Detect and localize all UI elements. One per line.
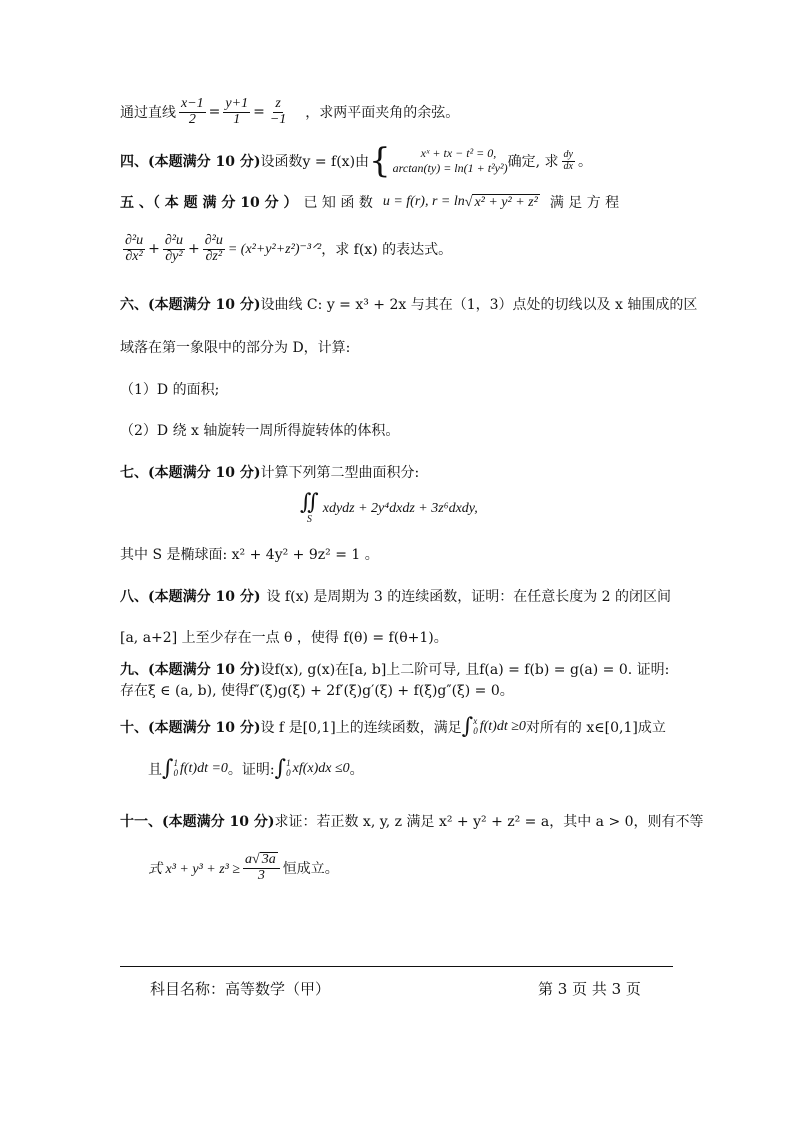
q9-text-b: 存在ξ ∈ (a, b), 使得f″(ξ)g(ξ) + 2f′(ξ)g′(ξ) + f(ξ)g″(ξ) = 0。 (120, 683, 514, 699)
q11-line-2 (148, 852, 339, 883)
double-integral-icon: ∬ (300, 490, 319, 515)
q7-heading: 七、(本题满分 10 分) (120, 465, 261, 481)
integral-icon: ∫ (162, 756, 174, 781)
radical-icon: √ (464, 194, 473, 210)
fraction-y: $\frac{y+1}{1}$ (225, 96, 249, 127)
question-11 (120, 811, 704, 831)
q9-heading: 九、(本题满分 10 分) (120, 662, 261, 678)
q5-sqrt: √ x² + y² + z² (464, 194, 538, 210)
q5-text-a: 已 知 函 数 (303, 195, 373, 211)
q5-heading: 五 、（ 本 题 满 分 10 分 ） (120, 195, 298, 211)
q4-heading: 四、(本题满分 10 分) (120, 154, 261, 170)
partial-zz: $\frac{\text{∂²u}}{\text{∂z²}}$ (204, 233, 223, 264)
left-brace-icon: { (369, 141, 391, 181)
line1-prefix: 通过直线 (120, 105, 176, 122)
q8-text-a: 设 f(x) 是周期为 3 的连续函数，证明：在任意长度为 2 的闭区间 (266, 589, 671, 605)
q10-integral-1: f(t)dt ≥0 (479, 719, 526, 734)
q4-system-eq2: arctan(ty) = ln(1 + t²y²) (392, 161, 508, 175)
q11-fraction: a √ 3a 3 (243, 852, 280, 883)
q11-text-a: 求证：若正数 x, y, z 满足 x² + y² + z² = a，其中 a > 0，则有不等 (274, 814, 704, 830)
question-7 (120, 462, 419, 482)
q11-heading: 十一、(本题满分 10 分) (120, 814, 275, 830)
q5-text-b: 满 足 方 程 (549, 195, 620, 211)
line1-suffix: ，求两平面夹角的余弦。 (305, 105, 460, 122)
q11-text-b: 式 x³ + y³ + z³ ≥ (148, 861, 241, 877)
question-10: 十、(本题满分 10 分) 设 f 是[0,1]上的连续函数，满足 ∫ x 0 f(t)dt ≥0 对所有的 x∈[0,1]成立 (120, 714, 666, 739)
q7-text-b: 其中 S 是椭球面: x² + 4y² + 9z² = 1 。 (120, 547, 379, 563)
q10-integral-2: f(t)dt =0 (179, 761, 228, 776)
q8-text-b: [a, a+2] 上至少存在一点 θ ，使得 f(θ) = f(θ+1)。 (120, 630, 448, 646)
integral-icon: ∫ (274, 756, 287, 781)
q7-surface-label: S (306, 514, 312, 525)
q5-function: u = f(r), r = ln (382, 194, 465, 209)
q6-line-2 (120, 337, 350, 357)
subject-name: 科目名称：高等数学（甲） (150, 980, 331, 998)
q11-text-post: 恒成立。 (282, 860, 339, 877)
q10-integral-3: xf(x)dx ≤0 (292, 761, 350, 776)
q10-text-a2: 对所有的 x∈[0,1]成立 (525, 720, 666, 736)
q9-line-2 (120, 680, 514, 700)
question-5 (120, 192, 619, 212)
q7-text-a: 计算下列第二型曲面积分: (260, 465, 420, 481)
q6-part-2 (120, 420, 399, 440)
integral-icon: ∫ (461, 714, 474, 739)
q4-text-b: 确定, 求 (507, 154, 559, 170)
q10-line-2: 且 ∫ 1 0 f(t)dt =0 。证明: ∫ 1 0 xf(x)dx ≤0 。 (148, 756, 364, 781)
question-4: 四、(本题满分 10 分) 设函数y = f(x)由 { xˣ + tx − t² = 0, arctan(ty) = ln(1 + t²y²) 确定, 求 $\frac{dy}{dx}$ 。 (120, 141, 592, 181)
q4-equation-system (369, 141, 508, 181)
question-6 (120, 294, 697, 314)
q6-text-b: 域落在第一象限中的部分为 D，计算: (120, 340, 351, 356)
q9-text-a: 设f(x), g(x)在[a, b]上二阶可导, 且f(a) = f(b) = g(a) = 0. 证明: (260, 662, 670, 678)
q5-rhs: = (x²+y²+z²)⁻³ᐟ² (227, 241, 322, 257)
q6-part-1 (120, 379, 219, 399)
radical-icon: √ (252, 852, 260, 867)
fraction-z: $\frac{z}{-1}$ (269, 96, 287, 127)
partial-xx: $\frac{\text{∂²u}}{\text{∂x²}}$ (125, 233, 144, 264)
partial-yy: $\frac{\text{∂²u}}{\text{∂y²}}$ (164, 233, 183, 264)
q6-text-d: （2）D 绕 x 轴旋转一周所得旋转体的体积。 (120, 423, 400, 439)
q4-derivative: $\frac{dy}{dx}$ (563, 149, 573, 172)
q7-integral (300, 492, 478, 525)
q8-line-2 (120, 627, 448, 647)
q7-line-2 (120, 544, 379, 564)
q4-system-eq1: xˣ + tx − t² = 0, (420, 146, 497, 160)
q4-text-a: 设函数y = f(x)由 (260, 154, 370, 170)
q6-text-a: 设曲线 C: y = x³ + 2x 与其在（1，3）点处的切线以及 x 轴围成的区 (260, 297, 698, 313)
page-number: 第 3 页 共 3 页 (538, 980, 641, 998)
fraction-x: $\frac{x-1}{2}$ (181, 96, 204, 127)
q6-heading: 六、(本题满分 10 分) (120, 297, 261, 313)
question-9 (120, 659, 669, 679)
plane-angle-line: 通过直线 $\frac{x-1}{2}$ = $\frac{y+1}{1}$ = $\frac{z}{-1}$ ，求两平面夹角的余弦。 (120, 96, 460, 127)
q5-eq-suffix: ，求 f(x) 的表达式。 (321, 242, 453, 259)
q6-text-c: （1）D 的面积; (120, 382, 220, 398)
q5-equation: $\frac{\text{∂²u}}{\text{∂x²}}$ + $\frac{\text{∂²u}}{\text{∂y²}}$ + $\frac{\text{∂²u}}{\text{∂z²}}$ = (x²+y²+z²)⁻³ᐟ² ，求 f(x) 的表达式。 (125, 233, 453, 264)
q10-heading: 十、(本题满分 10 分) (120, 720, 261, 736)
question-8 (120, 586, 671, 606)
q7-integrand: xdydz + 2y⁴dxdz + 3z⁶dxdy, (322, 500, 478, 516)
q8-heading: 八、(本题满分 10 分) (120, 589, 261, 605)
footer-divider (120, 966, 673, 967)
q10-text-a: 设 f 是[0,1]上的连续函数，满足 (260, 720, 462, 736)
